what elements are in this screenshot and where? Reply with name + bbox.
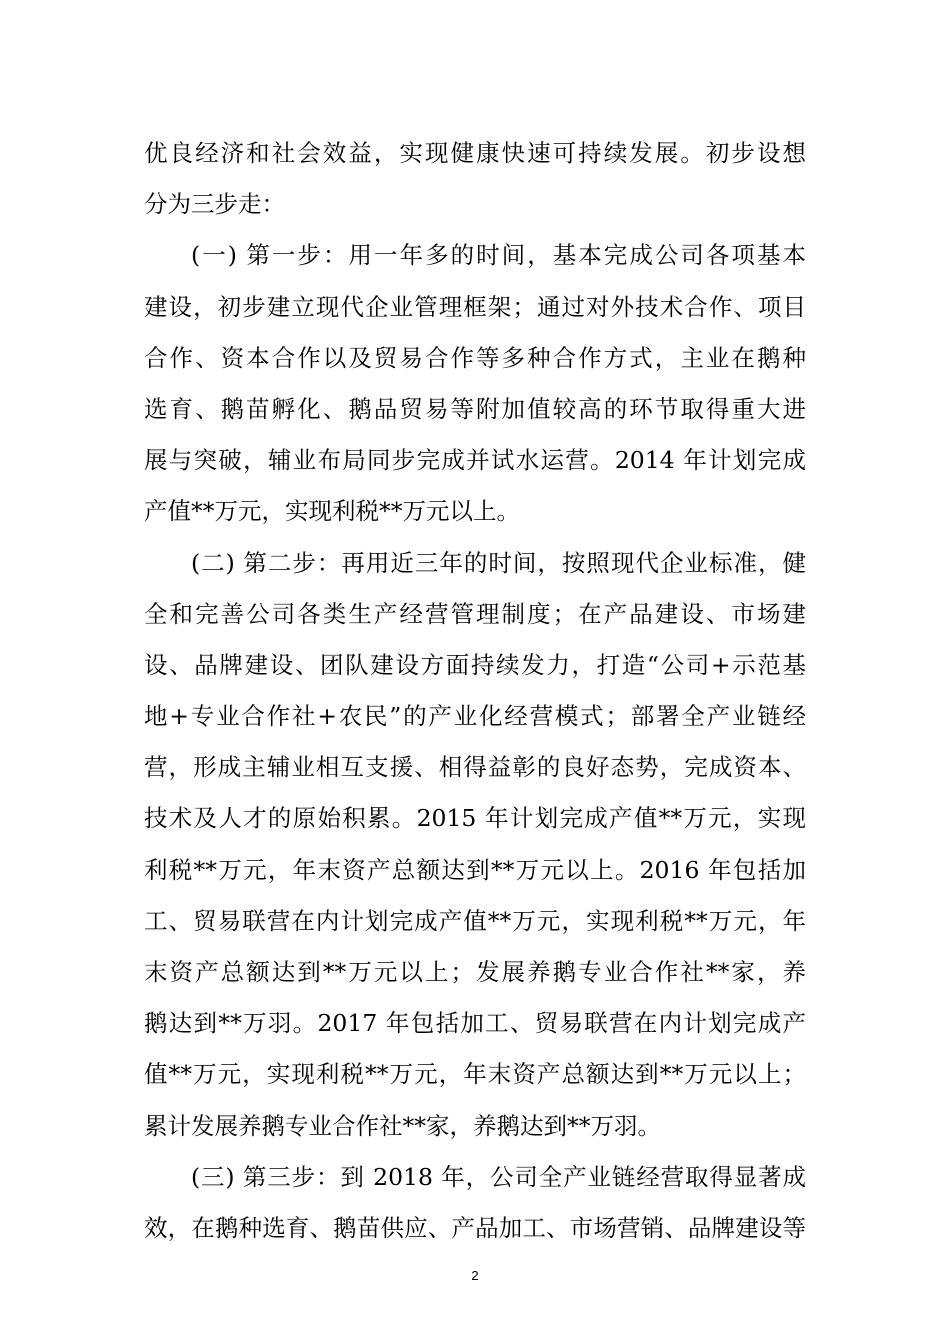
text-line: 产值**万元，实现利税**万元以上。: [144, 497, 520, 526]
paragraph: [144, 230, 806, 537]
text-line: 鹅达到**万羽。2017 年包括加工、贸易联营在内计划完成产: [144, 1009, 806, 1038]
text-line: 选育、鹅苗孵化、鹅品贸易等附加值较高的环节取得重大进: [144, 394, 806, 423]
text-line: 展与突破，辅业布局同步完成并试水运营。2014 年计划完成: [144, 446, 806, 475]
text-line: 值**万元，实现利税**万元，年末资产总额达到**万元以上；: [144, 1060, 806, 1089]
document-body: [144, 128, 806, 1254]
text-line: 分为三步走：: [144, 190, 285, 219]
text-line: 合作、资本合作以及贸易合作等多种合作方式，主业在鹅种: [144, 343, 806, 372]
text-line: 效，在鹅种选育、鹅苗供应、产品加工、市场营销、品牌建设等: [144, 1213, 806, 1242]
text-line: (二) 第二步：再用近三年的时间，按照现代企业标准，健: [191, 548, 806, 577]
text-line: 工、贸易联营在内计划完成产值**万元，实现利税**万元，年: [144, 906, 806, 935]
text-line: 建设，初步建立现代企业管理框架；通过对外技术合作、项目: [144, 292, 806, 321]
text-line: 设、品牌建设、团队建设方面持续发力，打造“公司+示范基: [144, 650, 806, 679]
text-line: 技术及人才的原始积累。2015 年计划完成产值**万元，实现: [144, 804, 806, 833]
text-line: (一) 第一步：用一年多的时间，基本完成公司各项基本: [191, 241, 806, 270]
text-line: 利税**万元，年末资产总额达到**万元以上。2016 年包括加: [144, 855, 806, 884]
text-line: 全和完善公司各类生产经营管理制度；在产品建设、市场建: [144, 599, 806, 628]
text-line: 营，形成主辅业相互支援、相得益彰的良好态势，完成资本、: [144, 753, 806, 782]
text-line: 累计发展养鹅专业合作社**家，养鹅达到**万羽。: [144, 1111, 661, 1140]
text-line: (三) 第三步：到 2018 年，公司全产业链经营取得显著成: [191, 1162, 806, 1191]
text-line: 地+专业合作社+农民”的产业化经营模式；部署全产业链经: [144, 702, 806, 731]
page-number: 2: [471, 1268, 479, 1283]
paragraph: [144, 538, 806, 1152]
text-line: 末资产总额达到**万元以上；发展养鹅专业合作社**家，养: [144, 958, 806, 986]
paragraph: [144, 128, 806, 230]
paragraph: [144, 1152, 806, 1254]
text-line: 优良经济和社会效益，实现健康快速可持续发展。初步设想: [144, 139, 806, 167]
